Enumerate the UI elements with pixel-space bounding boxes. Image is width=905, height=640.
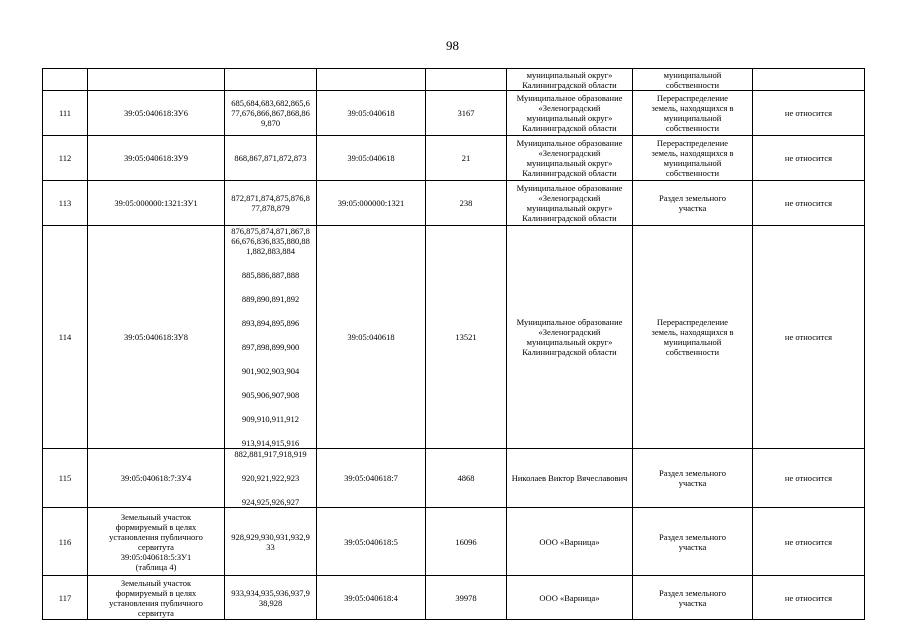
points-gap: [227, 328, 314, 342]
land-plots-table: [42, 68, 865, 620]
points-gap: [227, 376, 314, 390]
page-number: 98: [446, 38, 459, 53]
cell-relation: не относится: [753, 136, 865, 181]
points-group: 868,867,871,872,873: [234, 153, 307, 163]
cell-purpose: Перераспределение земель, находящихся в муниципальной собственности: [633, 136, 753, 181]
cell-points: [225, 91, 317, 136]
cell-purpose: Раздел земельного участка: [633, 576, 753, 620]
cell-relation: не относится: [753, 449, 865, 508]
cell-no: 112: [43, 136, 88, 181]
table-row: [43, 508, 865, 576]
points-gap: [227, 304, 314, 318]
cell-cadastral: 39:05:000000:1321: [317, 181, 426, 226]
cell-no: 117: [43, 576, 88, 620]
table-row: [43, 136, 865, 181]
table-row: [43, 449, 865, 508]
points-group: 909,910,911,912: [241, 414, 300, 424]
points-gap: [227, 256, 314, 270]
cell-relation: не относится: [753, 181, 865, 226]
table-row: [43, 226, 865, 449]
cell-relation: не относится: [753, 576, 865, 620]
points-group: 901,902,903,904: [241, 366, 300, 376]
cell-points: [225, 226, 317, 449]
cell-no: 116: [43, 508, 88, 576]
points-gap: [227, 400, 314, 414]
points-gap: [227, 424, 314, 438]
cell-points: [225, 181, 317, 226]
cell-area: 3167: [426, 91, 507, 136]
cell-purpose: муниципальной собственности: [633, 69, 753, 91]
cell-owner: Муниципальное образование «Зеленоградский муниципальный округ» Калининградской области: [507, 181, 633, 226]
cell-owner: ООО «Варница»: [507, 576, 633, 620]
cell-plot: Земельный участок формируемый в целях установления публичного сервитута: [88, 576, 225, 620]
cell-plot: 39:05:040618:7:ЗУ4: [88, 449, 225, 508]
cell-owner: Муниципальное образование «Зеленоградский муниципальный округ» Калининградской области: [507, 91, 633, 136]
cell-area: 39978: [426, 576, 507, 620]
points-group: 889,890,891,892: [241, 294, 300, 304]
points-gap: [227, 483, 314, 497]
points-group: 893,894,895,896: [241, 318, 300, 328]
points-group: 882,881,917,918,919: [234, 449, 307, 459]
points-group: 905,906,907,908: [241, 390, 300, 400]
cell-plot: 39:05:040618:ЗУ8: [88, 226, 225, 449]
cell-relation: [753, 69, 865, 91]
points-group: 920,921,922,923: [241, 473, 300, 483]
table-row-continuation: [43, 69, 865, 91]
points-group: 933,934,935,936,937,9 38,928: [231, 587, 310, 608]
cell-plot: Земельный участок формируемый в целях установления публичного сервитута 39:05:040618:5:ЗУ1 (таблица 4): [88, 508, 225, 576]
cell-cadastral: 39:05:040618:4: [317, 576, 426, 620]
cell-cadastral: 39:05:040618:5: [317, 508, 426, 576]
cell-cadastral: 39:05:040618: [317, 91, 426, 136]
cell-points: [225, 136, 317, 181]
cell-purpose: Перераспределение земель, находящихся в муниципальной собственности: [633, 226, 753, 449]
points-group: 885,886,887,888: [241, 270, 300, 280]
table-row: [43, 91, 865, 136]
cell-cadastral: 39:05:040618: [317, 226, 426, 449]
cell-area: 21: [426, 136, 507, 181]
cell-area: [426, 69, 507, 91]
cell-plot: [88, 69, 225, 91]
cell-area: 13521: [426, 226, 507, 449]
points-gap: [227, 280, 314, 294]
points-group: 913,914,915,916: [241, 438, 300, 448]
cell-cadastral: 39:05:040618: [317, 136, 426, 181]
points-group: 685,684,683,682,865,6 77,676,866,867,868,86 9,870: [231, 98, 310, 128]
cell-purpose: Раздел земельного участка: [633, 181, 753, 226]
cell-relation: не относится: [753, 226, 865, 449]
points-group: 928,929,930,931,932,9 33: [231, 531, 310, 552]
cell-relation: не относится: [753, 91, 865, 136]
cell-points: [225, 508, 317, 576]
points-gap: [227, 352, 314, 366]
cell-no: 115: [43, 449, 88, 508]
table-row: [43, 181, 865, 226]
cell-points: [225, 449, 317, 508]
cell-owner: Муниципальное образование «Зеленоградский муниципальный округ» Калининградской области: [507, 136, 633, 181]
cell-purpose: Перераспределение земель, находящихся в муниципальной собственности: [633, 91, 753, 136]
cell-relation: не относится: [753, 508, 865, 576]
cell-cadastral: [317, 69, 426, 91]
cell-purpose: Раздел земельного участка: [633, 508, 753, 576]
cell-area: 4868: [426, 449, 507, 508]
points-group: 897,898,899,900: [241, 342, 300, 352]
points-group: 924,925,926,927: [241, 497, 300, 507]
cell-purpose: Раздел земельного участка: [633, 449, 753, 508]
table-row: [43, 576, 865, 620]
cell-points: [225, 576, 317, 620]
cell-owner: ООО «Варница»: [507, 508, 633, 576]
cell-plot: 39:05:040618:ЗУ9: [88, 136, 225, 181]
cell-no: 111: [43, 91, 88, 136]
points-gap: [227, 459, 314, 473]
cell-area: 238: [426, 181, 507, 226]
points-group: 872,871,874,875,876,8 77,878,879: [231, 193, 310, 213]
cell-no: 113: [43, 181, 88, 226]
cell-no: 114: [43, 226, 88, 449]
cell-points: [225, 69, 317, 91]
cell-plot: 39:05:000000:1321:ЗУ1: [88, 181, 225, 226]
cell-owner: Николаев Виктор Вячеславович: [507, 449, 633, 508]
cell-plot: 39:05:040618:ЗУ6: [88, 91, 225, 136]
cell-no: [43, 69, 88, 91]
cell-area: 16096: [426, 508, 507, 576]
points-group: 876,875,874,871,867,8 66,676,836,835,880,88 1,882,883,884: [231, 226, 310, 256]
cell-owner: Муниципальное образование «Зеленоградский муниципальный округ» Калининградской области: [507, 226, 633, 449]
cell-owner: муниципальный округ» Калининградской области: [507, 69, 633, 91]
cell-cadastral: 39:05:040618:7: [317, 449, 426, 508]
